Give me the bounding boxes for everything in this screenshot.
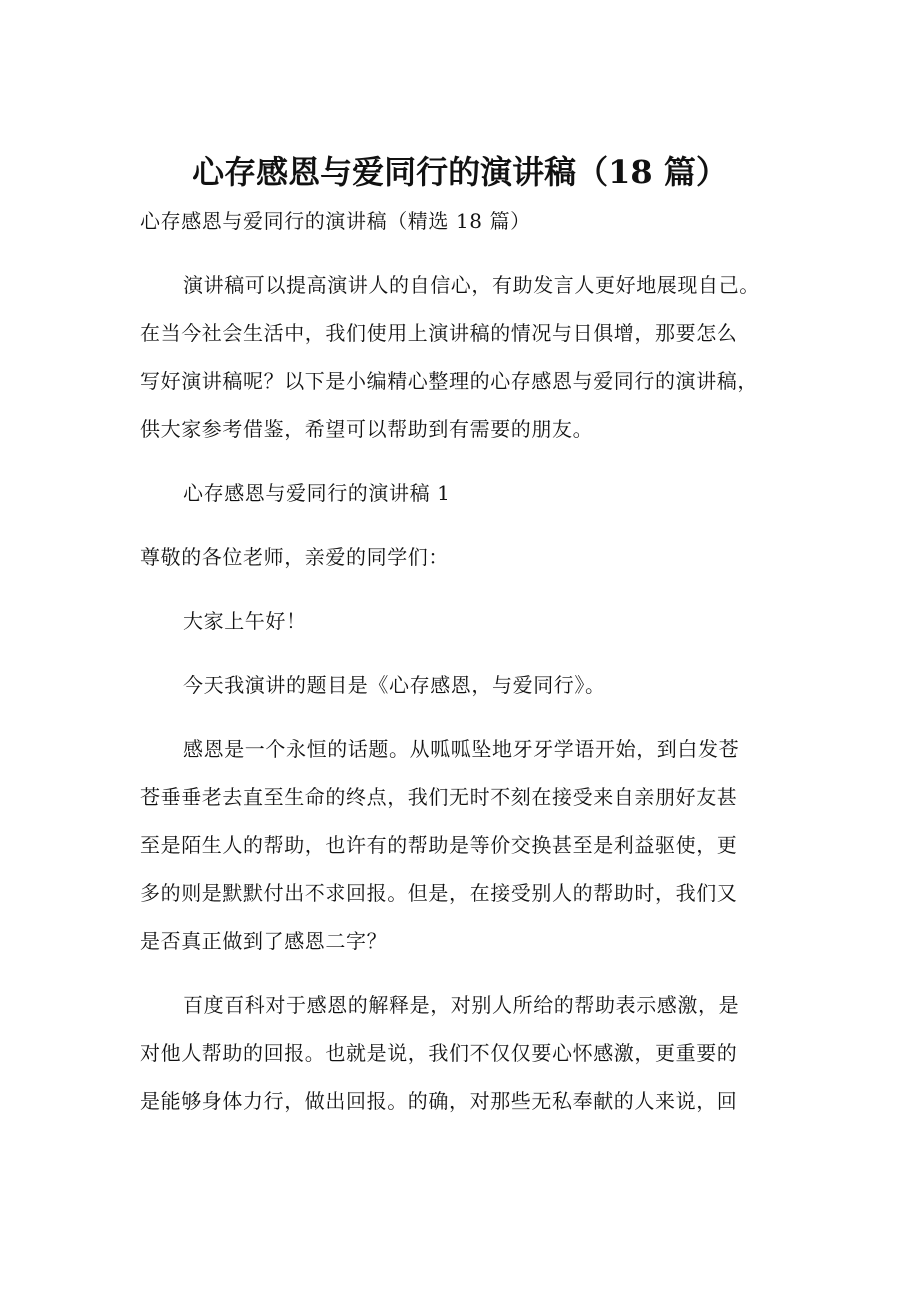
- salutation: 尊敬的各位老师，亲爱的同学们：: [140, 545, 449, 569]
- speech-topic: 今天我演讲的题目是《心存感恩，与爱同行》。: [183, 673, 606, 697]
- intro-line: 供大家参考借鉴，希望可以帮助到有需要的朋友。: [140, 417, 594, 441]
- greeting: 大家上午好！: [183, 609, 307, 633]
- paragraph-line: 百度百科对于感恩的解释是，对别人所给的帮助表示感激，是: [183, 993, 740, 1017]
- intro-line: 在当今社会生活中，我们使用上演讲稿的情况与日俱增，那要怎么: [140, 321, 738, 345]
- document-title: 心存感恩与爱同行的演讲稿（18 篇）: [192, 153, 728, 191]
- paragraph-line: 是能够身体力行，做出回报。的确，对那些无私奉献的人来说，回: [140, 1089, 738, 1113]
- paragraph-line: 是否真正做到了感恩二字？: [140, 929, 388, 953]
- intro-line: 演讲稿可以提高演讲人的自信心，有助发言人更好地展现自己。: [183, 273, 760, 297]
- paragraph-line: 多的则是默默付出不求回报。但是，在接受别人的帮助时，我们又: [140, 881, 738, 905]
- paragraph-line: 至是陌生人的帮助，也许有的帮助是等价交换甚至是利益驱使，更: [140, 833, 738, 857]
- paragraph-line: 对他人帮助的回报。也就是说，我们不仅仅要心怀感激，更重要的: [140, 1041, 738, 1065]
- paragraph-line: 苍垂垂老去直至生命的终点，我们无时不刻在接受来自亲朋好友甚: [140, 785, 738, 809]
- document-subtitle: 心存感恩与爱同行的演讲稿（精选 18 篇）: [140, 209, 531, 233]
- paragraph-line: 感恩是一个永恒的话题。从呱呱坠地牙牙学语开始，到白发苍: [183, 737, 740, 761]
- intro-line: 写好演讲稿呢？以下是小编精心整理的心存感恩与爱同行的演讲稿，: [140, 369, 758, 393]
- section-heading: 心存感恩与爱同行的演讲稿 1: [183, 481, 451, 505]
